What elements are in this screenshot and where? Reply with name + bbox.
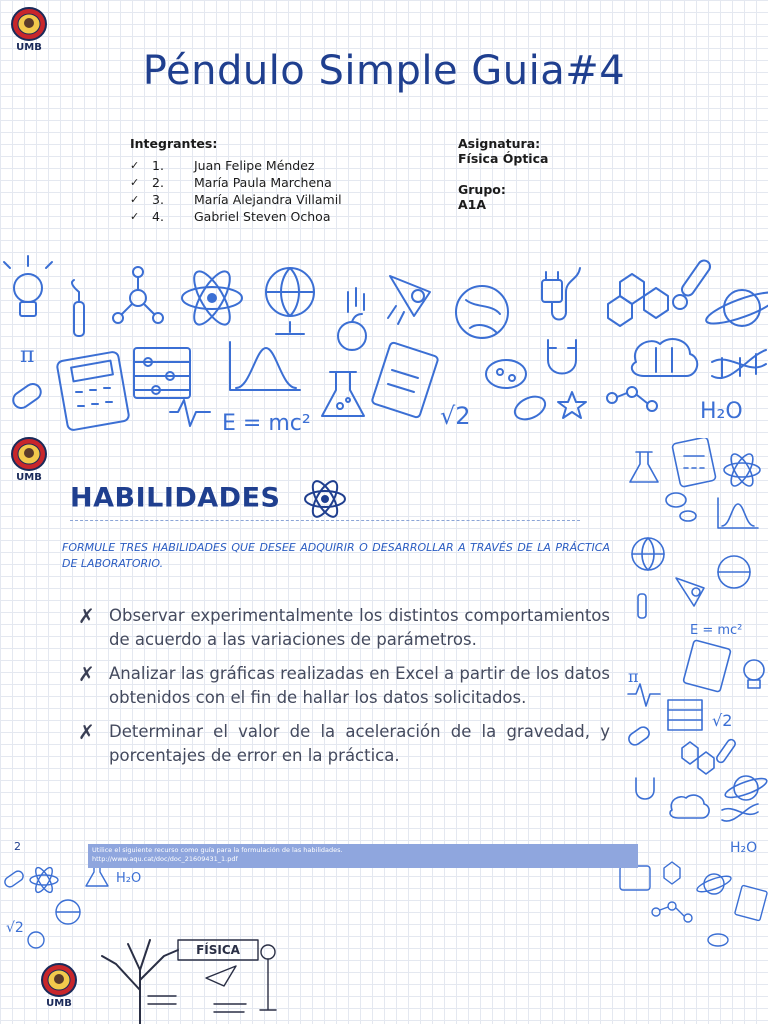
- section-divider: [70, 520, 580, 521]
- tree-icon: [102, 940, 178, 1024]
- section-title-text: HABILIDADES: [70, 482, 281, 514]
- notebook-icon: [683, 640, 731, 692]
- molecule-icon: [113, 267, 163, 323]
- dna-icon: [712, 350, 766, 378]
- member-item: [130, 208, 342, 225]
- member-name: María Alejandra Villamil: [194, 192, 342, 207]
- skill-text: Analizar las gráficas realizadas en Excel a partir de los datos obtenidos con el fin de hallar los datos solicitados.: [109, 664, 610, 707]
- skills-list: [78, 604, 610, 778]
- skill-item: [78, 662, 610, 710]
- subject-label: Asignatura:: [458, 136, 541, 151]
- heartbeat-line-icon: [628, 684, 660, 706]
- calculator-icon: [56, 351, 129, 431]
- page-number: 2: [14, 840, 21, 853]
- footer-note-bar: [88, 844, 638, 868]
- heartbeat-line-icon: [170, 400, 210, 426]
- pi-symbol: π: [628, 667, 639, 686]
- subject-value: Física Óptica: [458, 151, 549, 166]
- page-title: Péndulo Simple Guia#4: [142, 48, 626, 94]
- thermometer-icon: [673, 258, 712, 309]
- h2o-formula: H₂O: [700, 399, 743, 424]
- fisica-sketch-label: FÍSICA: [196, 943, 240, 957]
- footer-link[interactable]: http://www.aqu.cat/doc/doc_21609431_1.pdf: [92, 855, 238, 863]
- skill-item: [78, 720, 610, 768]
- magnet-icon: [636, 778, 654, 799]
- cross-bullet-icon: ✗: [78, 720, 95, 744]
- star-icon: [558, 392, 586, 418]
- test-tube-icon: [72, 280, 84, 336]
- atom-icon: [182, 267, 242, 330]
- skill-text: Determinar el valor de la aceleración de la gravedad, y porcentajes de error en la práctica.: [109, 722, 610, 765]
- molecule-chain-icon: [607, 387, 657, 411]
- svg-text:UMB: UMB: [46, 998, 72, 1008]
- emc2-formula: E = mc²: [222, 411, 311, 436]
- virus-icon: [511, 392, 548, 424]
- atom-icon: [30, 865, 58, 894]
- science-doodles-footer: [0, 860, 768, 1024]
- university-logo: [10, 6, 48, 52]
- svg-text:UMB: UMB: [16, 42, 42, 52]
- checkmark-icon: ✓: [130, 193, 140, 206]
- bacteria-icon: [666, 493, 696, 521]
- notebook-icon: [371, 342, 438, 418]
- brain-icon: [670, 795, 709, 818]
- pill-icon: [627, 725, 652, 747]
- falling-apple-icon: [338, 288, 366, 350]
- members-block: [130, 136, 342, 225]
- member-number: 1.: [152, 158, 164, 173]
- lightbulb-icon: [28, 932, 44, 948]
- member-number: 4.: [152, 209, 164, 224]
- cross-bullet-icon: ✗: [78, 604, 95, 628]
- magnet-icon: [548, 340, 576, 374]
- virus-icon: [708, 934, 728, 946]
- h2o-formula: H₂O: [116, 871, 142, 886]
- members-heading: Integrantes:: [130, 136, 218, 151]
- pi-symbol: π: [20, 343, 35, 368]
- bacteria-icon: [486, 360, 526, 388]
- globe-icon-2: [718, 556, 750, 588]
- members-list: [130, 157, 342, 225]
- lightbulb-icon: [744, 660, 764, 688]
- member-number: 2.: [152, 175, 164, 190]
- footer-note: Utilice el siguiente recurso como guía para la formulación de las habilidades.: [92, 846, 343, 854]
- saturn-icon: [703, 287, 768, 330]
- hexagon-molecule-icon: [682, 742, 714, 774]
- science-doodles-banner: [0, 252, 768, 438]
- lightbulb-icon: [4, 256, 52, 316]
- section-prompt: FORMULE TRES HABILIDADES QUE DESEE ADQUIRIR O DESARROLLAR A TRAVÉS DE LA PRÁCTICA DE LABORATORIO.: [62, 541, 610, 570]
- member-number: 3.: [152, 192, 164, 207]
- atom-icon: [302, 478, 348, 520]
- pill-icon: [10, 381, 44, 411]
- member-item: [130, 174, 342, 191]
- globe-icon: [632, 538, 664, 570]
- emc2-formula: E = mc²: [690, 623, 743, 638]
- molecule-chain-icon: [652, 902, 692, 922]
- atom-icon: [724, 451, 760, 489]
- group-value: A1A: [458, 197, 487, 212]
- hexagon-molecule-icon: [664, 862, 680, 884]
- calculator-icon: [620, 866, 650, 890]
- brain-icon: [632, 339, 697, 376]
- saturn-icon: [723, 775, 768, 801]
- sqrt2-formula: √2: [440, 402, 471, 430]
- thermometer-icon: [715, 738, 736, 764]
- bell-curve-chart-icon: [230, 342, 300, 390]
- globe-icon: [266, 268, 314, 334]
- bell-curve-chart-icon: [718, 498, 758, 528]
- saturn-icon: [695, 873, 732, 895]
- pill-icon: [3, 869, 25, 889]
- rocket-icon: [388, 276, 430, 324]
- subject-block: [458, 136, 548, 212]
- abacus-icon: [668, 700, 702, 730]
- rocket-icon: [676, 578, 704, 606]
- cross-bullet-icon: ✗: [78, 662, 95, 686]
- dna-icon: [722, 804, 758, 821]
- checkmark-icon: ✓: [130, 176, 140, 189]
- svg-text:UMB: UMB: [16, 472, 42, 482]
- checkmark-icon: ✓: [130, 210, 140, 223]
- test-tube-icon: [638, 594, 646, 618]
- planet-icon: [456, 286, 508, 338]
- notebook-icon: [735, 885, 768, 921]
- member-name: María Paula Marchena: [194, 175, 332, 190]
- checkmark-icon: ✓: [130, 159, 140, 172]
- hexagon-molecule-icon: [608, 274, 668, 326]
- science-doodles-sidebar: [618, 438, 768, 858]
- abacus-icon: [134, 348, 190, 398]
- plug-icon: [542, 268, 580, 320]
- university-logo-secondary: [10, 436, 48, 482]
- skill-text: Observar experimentalmente los distintos comportamientos de acuerdo a las variaciones de parámetros.: [109, 606, 610, 649]
- section-title: [70, 478, 348, 520]
- h2o-formula: H₂O: [730, 840, 758, 856]
- member-item: [130, 157, 342, 174]
- member-item: [130, 191, 342, 208]
- group-label: Grupo:: [458, 182, 506, 197]
- flask-icon: [630, 452, 658, 482]
- member-name: Gabriel Steven Ochoa: [194, 209, 331, 224]
- member-name: Juan Felipe Méndez: [194, 158, 315, 173]
- skill-item: [78, 604, 610, 652]
- globe-icon: [56, 900, 80, 924]
- sqrt2-formula: √2: [6, 920, 24, 936]
- sqrt2-formula: √2: [712, 711, 733, 730]
- calculator-icon: [672, 438, 716, 487]
- flask-icon: [322, 372, 364, 416]
